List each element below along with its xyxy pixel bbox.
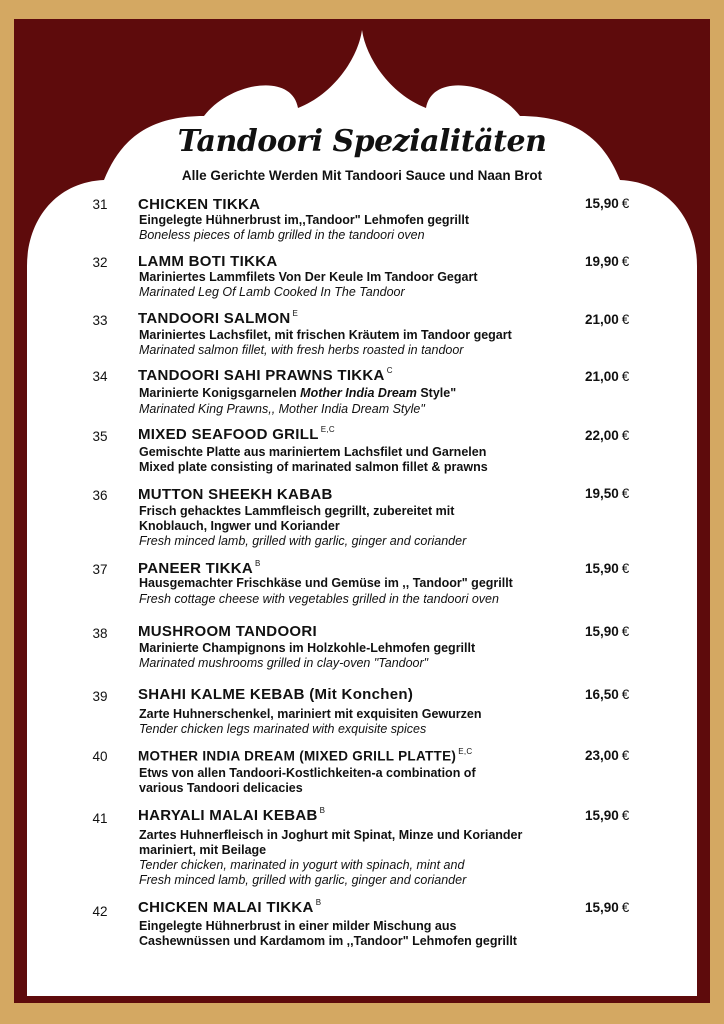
- item-description-de: Knoblauch, Ingwer und Koriander: [139, 519, 340, 533]
- item-number: 35: [92, 429, 108, 444]
- item-name: SHAHI KALME KEBAB (Mit Konchen): [138, 686, 414, 703]
- item-price: 21,00 €: [585, 312, 630, 327]
- item-description-de: Cashewnüssen und Kardamom im ,,Tandoor" Lehmofen gegrillt: [139, 934, 517, 948]
- item-number: 40: [92, 749, 108, 764]
- item-description-de: Eingelegte Hühnerbrust in einer milder Mischung aus: [139, 919, 457, 933]
- item-description-en: Marinated King Prawns,, Mother India Dream Style": [139, 402, 425, 416]
- item-name: LAMM BOTI TIKKA: [138, 253, 278, 270]
- item-number: 33: [92, 313, 108, 328]
- item-number: 34: [92, 369, 108, 384]
- item-description-en: Tender chicken, marinated in yogurt with spinach, mint and: [139, 858, 465, 872]
- item-description-de: Marinierte Konigsgarnelen Mother India Dream Style": [139, 386, 457, 400]
- item-description-de: Zarte Huhnerschenkel, mariniert mit exquisiten Gewurzen: [139, 707, 482, 721]
- item-price: 15,90 €: [585, 561, 630, 576]
- item-description-en: Fresh minced lamb, grilled with garlic, ginger and coriander: [139, 534, 467, 548]
- item-price: 15,90 €: [585, 624, 630, 639]
- item-number: 31: [92, 197, 108, 212]
- item-description-de: Marinierte Champignons im Holzkohle-Lehmofen gegrillt: [139, 641, 476, 655]
- item-name: CHICKEN TIKKA: [138, 196, 261, 213]
- item-name: HARYALI MALAI KEBAB $^B$: [138, 806, 326, 824]
- item-name: MUSHROOM TANDOORI: [138, 623, 317, 640]
- item-description-de: Zartes Huhnerfleisch in Joghurt mit Spinat, Minze und Koriander: [139, 828, 523, 842]
- item-description-en: Tender chicken legs marinated with exquisite spices: [139, 722, 427, 736]
- item-number: 36: [92, 488, 108, 503]
- item-description-de: Mariniertes Lammfilets Von Der Keule Im Tandoor Gegart: [139, 270, 478, 284]
- item-description-de: Etws von allen Tandoori-Kostlichkeiten-a combination of: [139, 766, 476, 780]
- item-price: 15,90 €: [585, 196, 630, 211]
- item-price: 16,50 €: [585, 687, 630, 702]
- item-number: 38: [92, 626, 108, 641]
- item-price: 23,00 €: [585, 748, 630, 763]
- item-number: 42: [92, 904, 108, 919]
- item-description-de: mariniert, mit Beilage: [139, 843, 267, 857]
- allergen-code: E,C: [458, 747, 473, 756]
- item-number: 37: [92, 562, 108, 577]
- item-number: 32: [92, 255, 108, 270]
- item-description-en: Marinated Leg Of Lamb Cooked In The Tandoor: [139, 285, 405, 299]
- item-description-de: Frisch gehacktes Lammfleisch gegrillt, zubereitet mit: [139, 504, 455, 518]
- item-number: 41: [92, 811, 108, 826]
- item-description-de: Mariniertes Lachsfilet, mit frischen Kräutem im Tandoor gegart: [139, 328, 512, 342]
- item-description-de: various Tandoori delicacies: [139, 781, 303, 795]
- item-description-en: Fresh cottage cheese with vegetables grilled in the tandoori oven: [139, 592, 499, 606]
- item-price: 22,00 €: [585, 428, 630, 443]
- item-description-en: Marinated salmon fillet, with fresh herbs roasted in tandoor: [139, 343, 464, 357]
- page-title: Tandoori Spezialitäten: [177, 124, 547, 159]
- item-name: TANDOORI SALMON $^E$: [138, 309, 299, 327]
- allergen-code: B: [255, 559, 261, 568]
- item-description-de: Gemischte Platte aus mariniertem Lachsfilet und Garnelen: [139, 445, 487, 459]
- item-price: 15,90 €: [585, 900, 630, 915]
- item-description-en: Fresh minced lamb, grilled with garlic, ginger and coriander: [139, 873, 467, 887]
- item-name: MUTTON SHEEKH KABAB: [138, 486, 333, 503]
- item-name: TANDOORI SAHI PRAWNS TIKKA $^C$: [138, 366, 393, 384]
- item-description-en: Boneless pieces of lamb grilled in the tandoori oven: [139, 228, 425, 242]
- item-number: 39: [92, 689, 108, 704]
- item-description-de: Eingelegte Hühnerbrust im,,Tandoor" Lehmofen gegrillt: [139, 213, 470, 227]
- item-name: CHICKEN MALAI TIKKA $^B$: [138, 898, 322, 916]
- allergen-code: B: [315, 898, 322, 907]
- item-price: 19,50 €: [585, 486, 630, 501]
- allergen-code: B: [319, 806, 326, 815]
- item-description-en: Marinated mushrooms grilled in clay-oven "Tandoor": [139, 656, 429, 670]
- item-price: 19,90 €: [585, 254, 630, 269]
- item-description-en: Mixed plate consisting of marinated salmon fillet & prawns: [139, 460, 488, 474]
- item-description-de: Hausgemachter Frischkäse und Gemüse im ,, Tandoor" gegrillt: [139, 576, 513, 590]
- allergen-code: E: [292, 309, 299, 318]
- item-price: 15,90 €: [585, 808, 630, 823]
- allergen-code: E,C: [320, 425, 335, 434]
- item-price: 21,00 €: [585, 369, 630, 384]
- item-name: MIXED SEAFOOD GRILL $^{E,C}$: [138, 425, 335, 443]
- item-name: MOTHER INDIA DREAM (MIXED GRILL PLATTE) $^{E,C}$: [138, 747, 473, 764]
- allergen-code: C: [386, 366, 393, 375]
- item-name: PANEER TIKKA $^B$: [138, 559, 261, 577]
- page-subtitle: Alle Gerichte Werden Mit Tandoori Sauce und Naan Brot: [181, 168, 543, 183]
